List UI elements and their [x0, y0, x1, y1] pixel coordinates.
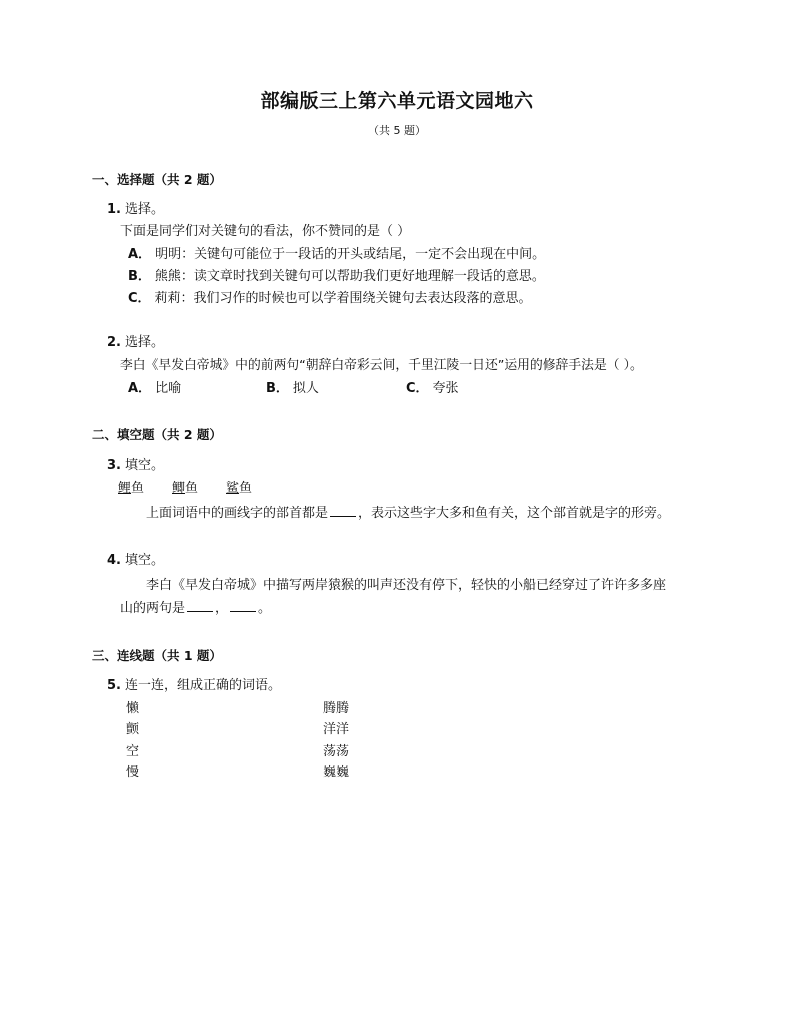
- page-title: 部编版三上第六单元语文园地六: [260, 90, 534, 112]
- answer-blank[interactable]: [230, 599, 256, 612]
- question-2-option-c: C． 夸张: [406, 381, 459, 396]
- question-3-word-1: 鲤鱼: [118, 481, 145, 496]
- question-2-option-b: B． 拟人: [266, 381, 319, 396]
- match-left-item[interactable]: 慢: [126, 765, 140, 780]
- question-count: （共 5 题）: [368, 124, 426, 137]
- question-4-label: 填空。: [124, 553, 164, 568]
- question-2-stem: 李白《早发白帝城》中的前两句“朝辞白帝彩云间，千里江陵一日还”运用的修辞手法是（ ）。: [120, 358, 643, 373]
- match-left-item[interactable]: 懒: [126, 701, 140, 716]
- question-1-header: [107, 198, 164, 217]
- question-4-line-2: 山的两句是 ， 。: [120, 601, 272, 616]
- question-2-header: [107, 331, 164, 350]
- question-5-number: 5.: [107, 678, 121, 693]
- question-2-label: 选择。: [124, 335, 164, 350]
- match-left-item[interactable]: 颤: [126, 722, 140, 737]
- question-1-option-b: B． 熊熊：读文章时找到关键句可以帮助我们更好地理解一段话的意思。: [128, 269, 545, 284]
- match-right-item[interactable]: 巍巍: [323, 765, 350, 780]
- match-right-item[interactable]: 洋洋: [323, 722, 350, 737]
- answer-blank[interactable]: [187, 599, 213, 612]
- section-heading-fill: 二、填空题（共 2 题）: [92, 427, 222, 442]
- question-3-text: 上面词语中的画线字的部首都是 ，表示这些字大多和鱼有关，这个部首就是字的形旁。: [146, 506, 671, 521]
- section-heading-choice: 一、选择题（共 2 题）: [92, 172, 222, 187]
- question-3-number: 3.: [107, 458, 121, 473]
- match-right-item[interactable]: 腾腾: [323, 701, 350, 716]
- question-3-word-3: 鲨鱼: [226, 481, 253, 496]
- question-1-option-c: C． 莉莉：我们习作的时候也可以学着围绕关键句去表达段落的意思。: [128, 291, 532, 306]
- question-4-line-1: 李白《早发白帝城》中描写两岸猿猴的叫声还没有停下，轻快的小船已经穿过了许许多多座: [146, 578, 667, 593]
- question-1-option-a: A． 明明：关键句可能位于一段话的开头或结尾，一定不会出现在中间。: [128, 247, 546, 262]
- question-2-number: 2.: [107, 335, 121, 350]
- question-2-option-a: A． 比喻: [128, 381, 182, 396]
- question-4-header: [107, 549, 164, 568]
- question-3-label: 填空。: [124, 458, 164, 473]
- question-1-label: 选择。: [124, 202, 164, 217]
- match-left-item[interactable]: 空: [126, 744, 140, 759]
- question-5-label: 连一连，组成正确的词语。: [124, 678, 281, 693]
- question-3-header: [107, 454, 164, 473]
- question-1-stem: 下面是同学们对关键句的看法，你不赞同的是（ ）: [120, 224, 411, 239]
- match-right-item[interactable]: 荡荡: [323, 744, 350, 759]
- answer-blank[interactable]: [330, 504, 356, 517]
- question-3-word-2: 鲫鱼: [172, 481, 199, 496]
- section-heading-match: 三、连线题（共 1 题）: [92, 648, 222, 663]
- question-4-number: 4.: [107, 553, 121, 568]
- question-5-header: [107, 674, 281, 693]
- question-1-number: 1.: [107, 202, 121, 217]
